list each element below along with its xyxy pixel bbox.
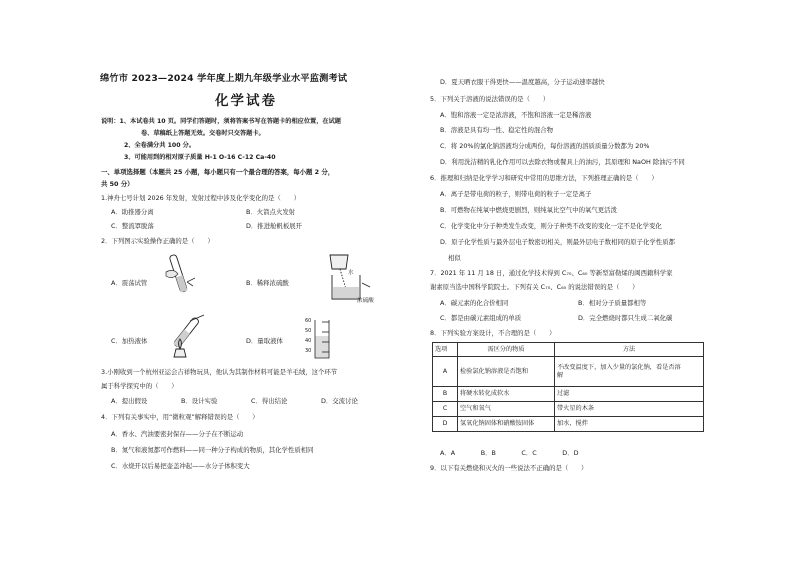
q6-stem: 6．推理和归纳是化学学习和研究中常用的思维方法，下列推理正确的是（ ） (430, 174, 658, 182)
q7-option-d: D．完全燃烧时都只生成二氧化碳 (578, 314, 673, 322)
table-cell: A (433, 357, 458, 387)
q7-line-1: 7．2021 年 11 月 18 日，通过化学技术得到 C₇₀、C₆₀ 等新型富勒烯的闽西籍科学家 (430, 269, 673, 277)
q1-option-b: B．火箭点火发射 (246, 208, 296, 216)
q7-option-c: C．都是由碳元素组成的单质 (440, 314, 522, 322)
table-cell: 氢氧化钠固体和硝酸铵固体 (458, 417, 555, 432)
table-cell-line: 不改变温度下，加入少量的氯化钠，看是否溶 (557, 364, 681, 372)
exam-subtitle: 化学试卷 (215, 93, 277, 109)
q2-option-d: D．量取液体 (246, 337, 283, 345)
q3-line-2: 属于科学探究中的（ ） (101, 382, 178, 390)
q8-answers: A．A B．B C．C D．D (440, 449, 579, 457)
table-row (433, 417, 704, 432)
q9-stem: 9．以下有关燃烧和灭火的一些说法不正确的是（ ） (430, 464, 588, 472)
q3-option-c: C．得出结论 (251, 397, 288, 405)
q2-stem: 2．下列图示实验操作正确的是（ ） (101, 237, 214, 245)
q4-option-a: A．香水、汽油要密封保存——分子在不断运动 (111, 430, 244, 438)
q2-option-c: C．加热液体 (111, 337, 148, 345)
q2-label-water: 水 (348, 270, 354, 276)
section1-line-2: 共 50 分） (101, 180, 134, 188)
note-line-2: 卷、草稿纸上答题无效。交卷时只交答题卡。 (141, 130, 265, 137)
q1-option-d: D．推进舱帆板展开 (246, 222, 303, 230)
q1-stem: 1.神舟七号计划 2026 年发射，发射过程中涉及化学变化的是（ ） (101, 194, 300, 202)
q6-option-a: A．离子是带电荷的粒子，则带电荷的粒子一定是离子 (440, 190, 592, 198)
q7-option-b: B．相对分子质量都相等 (578, 299, 647, 307)
table-row (433, 402, 704, 417)
q4-option-c: C．水烧开以后易把壶盖冲起——水分子体积变大 (111, 462, 250, 470)
table-cell: B (433, 387, 458, 402)
table-cell: 检验氯化钠溶液是否饱和 (458, 357, 555, 387)
q3-option-d: D．交流讨论 (321, 397, 358, 405)
q2-figure-a (160, 252, 200, 302)
table-header-cell: 选项 (433, 343, 458, 357)
q6-option-d-cont: 相似 (448, 254, 461, 262)
q2-scale-50: 50 (305, 328, 312, 334)
q6-option-c: C．化学变化中分子种类发生改变，则分子种类不改变的变化一定不是化学变化 (440, 222, 662, 230)
table-cell: 过滤 (555, 387, 704, 402)
table-row (433, 357, 704, 387)
q8-table (432, 342, 704, 432)
q2-figure-d (312, 318, 332, 360)
note-line-3: 2、全卷满分共 100 分。 (124, 142, 196, 149)
q2-option-a: A．震荡试管 (111, 279, 148, 287)
q8-stem: 8．下列实验方案设计，不合理的是（ ） (430, 329, 556, 337)
q1-option-a: A．助推器分离 (111, 208, 154, 216)
q7-option-a: A．碳元素的化合价相同 (440, 299, 509, 307)
note-line-4: 3、可能用到的相对原子质量 H-1 O-16 C-12 Ca-40 (124, 154, 276, 161)
exam-title: 绵竹市 2023—2024 学年度上期九年级学业水平监测考试 (100, 73, 348, 84)
table-cell (555, 357, 704, 387)
q6-option-d: D．原子化学性质与最外层电子数密切相关，则最外层电子数相同的原子化学性质都 (440, 238, 675, 246)
q1-option-c: C．整流罩脱落 (111, 222, 154, 230)
table-cell: C (433, 402, 458, 417)
q4-option-d: D．夏天晒衣服干得更快——温度越高，分子运动速率越快 (440, 78, 605, 86)
q3-line-1: 3.小刚收到一个杭州亚运会吉祥物玩具，他认为其制作材料可能是羊毛绒，这个环节 (101, 368, 338, 376)
q7-line-2: 谢素原当选中国科学院院士。下列有关 C₇₀、C₆₀ 的说法错误的是（ ） (430, 283, 639, 291)
q4-option-b: B．氮气和液氮都可作燃料——同一种分子构成的物质，其化学性质相同 (111, 446, 314, 454)
q3-option-b: B．设计实验 (181, 397, 218, 405)
table-cell: 加水，搅拌 (555, 417, 704, 432)
q5-option-d: D．利用洗洁精的乳化作用可以去除衣物或餐具上的油污，其原理和 NaOH 除油污不同 (440, 158, 685, 166)
q5-option-c: C．将 20%的氯化钠溶液均分成两份，每份溶液的溶质质量分数都为 20% (440, 142, 650, 150)
q2-scale-40: 40 (305, 338, 312, 344)
table-cell: 空气和氧气 (458, 402, 555, 417)
q2-scale-30: 30 (305, 348, 312, 354)
table-cell: D (433, 417, 458, 432)
q2-figure-c (160, 315, 210, 363)
q6-option-b: B．可燃物在纯氧中燃烧更剧烈，则纯氧比空气中的氧气更活泼 (440, 206, 617, 214)
table-cell: 带火星的木条 (555, 402, 704, 417)
q2-scale-60: 60 (305, 318, 312, 324)
q5-option-a: A．饱和溶液一定是浓溶液，不饱和溶液一定是稀溶液 (440, 111, 592, 119)
table-header-cell: 需区分的物质 (458, 343, 555, 357)
q4-stem: 4．下列有关事实中，用“微粒观”解释错误的是（ ） (101, 413, 259, 421)
q2-label-acid: 浓硫酸 (357, 298, 374, 304)
table-row (433, 343, 704, 357)
note-line-1: 说明：1、本试卷共 10 页。同学们答题时，须将答案书写在答题卡的相应位置，在试题 (101, 118, 341, 125)
table-cell: 将硬水转化成软水 (458, 387, 555, 402)
q2-option-b: B．稀释浓硫酸 (246, 279, 289, 287)
q5-option-b: B．溶液是具有均一性、稳定性的混合物 (440, 126, 554, 134)
section1-line-1: 一、单项选择题（本题共 25 小题，每小题只有一个最合理的答案，每小题 2 分， (101, 168, 335, 176)
table-header-cell: 方法 (555, 343, 704, 357)
table-cell-line: 解 (557, 371, 564, 379)
q5-stem: 5．下列关于溶液的说法错误的是（ ） (430, 95, 550, 103)
q3-option-a: A．提出假设 (111, 397, 148, 405)
table-row (433, 387, 704, 402)
q2-figure-b (318, 253, 378, 303)
